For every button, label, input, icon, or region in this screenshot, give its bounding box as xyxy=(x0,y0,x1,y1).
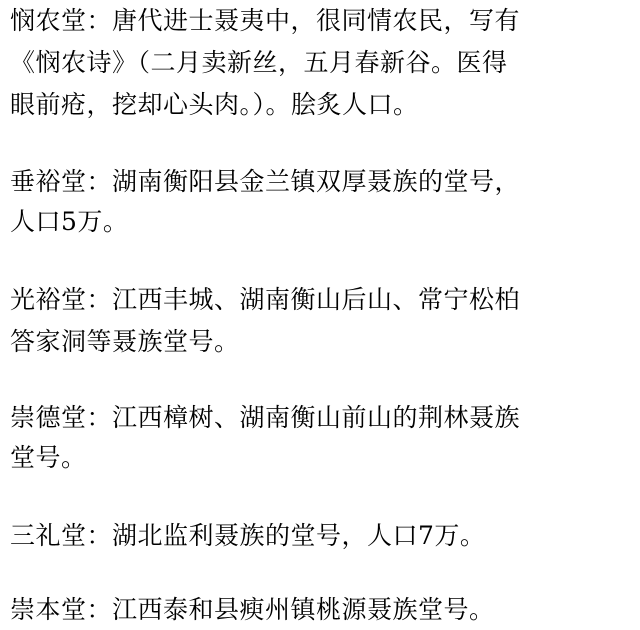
entry-line: 悯农堂：唐代进士聂夷中，很同情农民，写有 xyxy=(10,6,521,35)
entry-line: 堂号。 xyxy=(10,443,87,472)
entry-line: 崇德堂：江西樟树、湖南衡山前山的荆林聂族 xyxy=(10,403,521,432)
entry-line: 垂裕堂：湖南衡阳县金兰镇双厚聂族的堂号， xyxy=(10,167,521,196)
entry-line: 三礼堂：湖北监利聂族的堂号，人口7万。 xyxy=(10,521,486,550)
entry-line: 人口5万。 xyxy=(10,207,129,236)
entry-line: 答家洞等聂族堂号。 xyxy=(10,327,240,356)
entry-line: 光裕堂：江西丰城、湖南衡山后山、常宁松柏 xyxy=(10,285,521,314)
entry-line: 《悯农诗》（二月卖新丝，五月春新谷。医得 xyxy=(10,48,508,77)
entry-line: 崇本堂：江西泰和县瘐州镇桃源聂族堂号。 xyxy=(10,595,495,624)
entry-line: 眼前疮，挖却心头肉。）。脍炙人口。 xyxy=(10,90,419,119)
